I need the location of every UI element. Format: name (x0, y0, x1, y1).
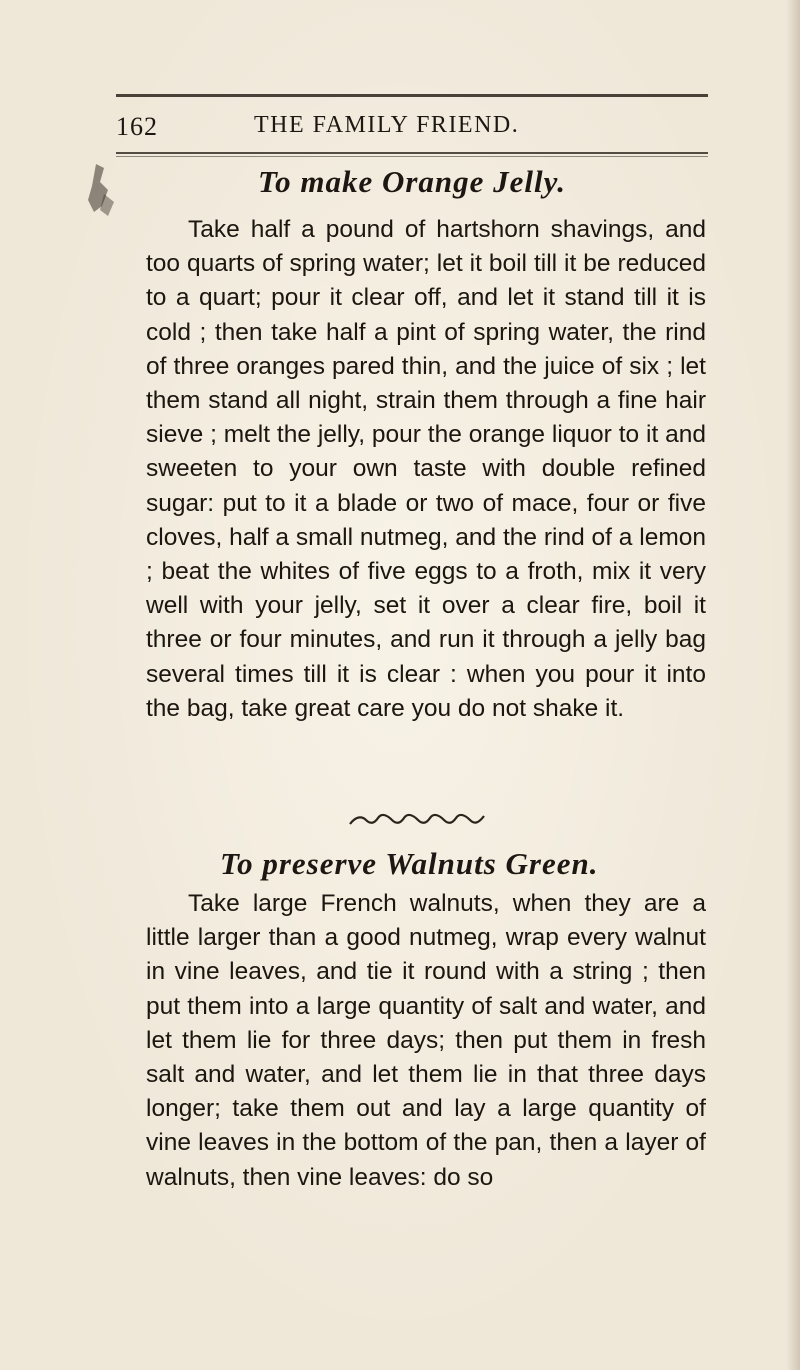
header-rule (116, 152, 708, 154)
top-rule (116, 94, 708, 97)
recipe-text-walnuts: Take large French walnuts, when they are a little larger than a good nutmeg, wrap every walnut in vine leaves, and tie it round with a string ; then put them into a large quantity of salt and water, and let them lie for three days; then put them in fresh salt and water, and let them lie in that three days longer; take them out and lay a large quantity of vine leaves in the bottom of the pan, then a layer of walnuts, then vine leaves: do so (146, 890, 706, 1191)
section-title-walnuts: To preserve Walnuts Green. (220, 846, 599, 881)
section-title-orange-jelly: To make Orange Jelly. (258, 164, 567, 199)
recipe-text-orange-jelly: Take half a pound of hartshorn shavings, and too quarts of spring water; let it boil till it be reduced to a quart; pour it clear off, and let it stand till it is cold ; then take half a pint of spring water, the rind of three oranges pared thin, and the juice of six ; let them stand all night, strain them through a fine hair sieve ; melt the jelly, pour the orange liquor to it and sweeten to your own taste with double refined sugar: put to it a blade or two of mace, four or five cloves, half a small nutmeg, and the rind of a lemon ; beat the whites of five eggs to a froth, mix it very well with your jelly, set it over a clear fire, boil it three or four minutes, and run it through a jelly bag several times till it is clear : when you pour it into the bag, take great care you do not shake it. (146, 216, 706, 722)
section-divider-ornament (348, 812, 488, 828)
running-head: THE FAMILY FRIEND. (254, 112, 520, 138)
page-number: 162 (116, 112, 158, 141)
page-edge-shadow (786, 0, 800, 1370)
page-header (116, 112, 708, 148)
ink-blot-mark (74, 160, 130, 220)
header-rule-thin (116, 156, 708, 157)
